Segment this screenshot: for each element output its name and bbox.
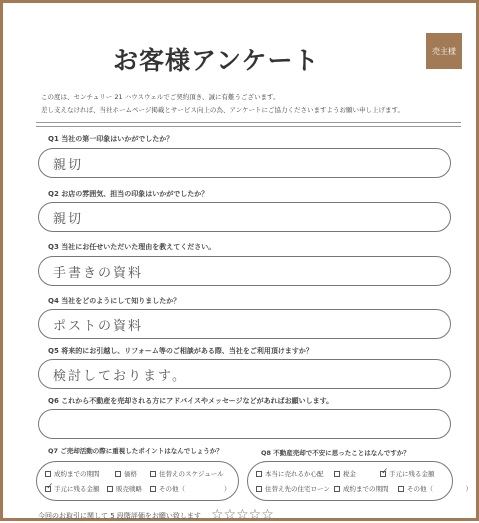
q8-option[interactable] — [256, 469, 324, 478]
q7-option[interactable] — [115, 469, 137, 478]
divider — [36, 122, 461, 127]
answer-box-6 — [38, 409, 451, 439]
q8-option-label: 税金 — [343, 470, 356, 478]
answer-box-3 — [38, 256, 451, 286]
q8-option[interactable] — [398, 484, 472, 493]
q7-option-label: 手元に残る金額 — [54, 485, 100, 493]
question-7-label: Q7 ご売却活動の際に重視したポイントはなんでしょうか？ — [48, 447, 223, 455]
checkbox[interactable] — [150, 486, 156, 492]
q7-option-label: 住替えのスケジュール — [159, 470, 224, 478]
checkbox[interactable] — [107, 486, 113, 492]
checkbox[interactable] — [334, 471, 340, 477]
q7-option-label: 販売戦略 — [116, 485, 142, 493]
q7-option[interactable] — [45, 469, 100, 478]
question-5-label: Q5 将来的にお引越し、リフォーム等のご相談がある際、当社をご利用頂けますか？ — [48, 347, 313, 355]
checkbox[interactable] — [45, 471, 51, 477]
q7-option[interactable] — [150, 484, 231, 493]
q7-options-box — [36, 461, 239, 501]
checkbox[interactable] — [256, 471, 262, 477]
question-1-label: Q1 当社の第一印象はいかがでしたか？ — [48, 135, 174, 143]
check-mark-icon: ✓ — [381, 467, 389, 477]
checkbox[interactable] — [115, 471, 121, 477]
answer-box-4 — [38, 309, 451, 339]
checkbox[interactable] — [398, 486, 404, 492]
seller-badge: 売主様 — [426, 33, 462, 69]
answer-box-1 — [38, 148, 451, 178]
answer-box-5 — [38, 359, 451, 389]
checkbox[interactable] — [256, 486, 262, 492]
q8-option[interactable] — [334, 484, 389, 493]
answer-3-text: 手書きの資料 — [53, 266, 144, 281]
q8-option-label: その他（ ） — [407, 485, 472, 493]
checkbox[interactable] — [334, 486, 340, 492]
checkbox-checked[interactable] — [45, 482, 54, 492]
check-mark-icon: ✓ — [46, 482, 54, 492]
q7-option[interactable] — [150, 469, 224, 478]
q7-option-label: 成約までの期間 — [54, 470, 100, 478]
q8-option[interactable] — [380, 469, 435, 478]
star-rating[interactable]: ☆☆☆☆☆ — [211, 507, 274, 523]
q8-option[interactable] — [334, 469, 356, 478]
q8-options-box — [247, 461, 472, 501]
q7-option-label: 価格 — [124, 470, 137, 478]
q7-option[interactable] — [107, 484, 142, 493]
page-title: お客様アンケート — [113, 46, 320, 75]
answer-2-text: 親切 — [53, 212, 84, 227]
q7-option[interactable] — [45, 484, 100, 493]
q8-option-label: 手元に残る金額 — [389, 470, 435, 478]
answer-5-text: 検討しております。 — [53, 369, 187, 384]
question-3-label: Q3 当社にお任せいただいた理由を教えてください。 — [48, 243, 216, 251]
checkbox-checked[interactable] — [380, 467, 389, 477]
checkbox[interactable] — [150, 471, 156, 477]
rating-prompt: 今回のお取引に関して 5 段階評価をお願い致します — [38, 512, 201, 520]
intro-line-2: 差し支えなければ、当社ホームページ掲載とサービス向上の為、アンケートにご協力くださいますようお願い申し上げます。 — [41, 106, 404, 114]
q8-option-label: 本当に売れるか心配 — [265, 470, 324, 478]
question-8-label: Q8 不動産売却で不安に思ったことはなんですか？ — [261, 449, 410, 457]
question-6-label: Q6 これから不動産を売却される方にアドバイスやメッセージなどがあればお願いします。 — [48, 397, 334, 405]
q8-option-label: 成約までの期間 — [343, 485, 389, 493]
question-2-label: Q2 お店の雰囲気、担当の印象はいかがでしたか？ — [48, 190, 209, 198]
intro-line-1: この度は、センチュリー 21 ハウスウェルでご契約頂き、誠に有難うございます。 — [41, 93, 280, 101]
q8-option[interactable] — [256, 484, 330, 493]
q7-option-label: その他（ ） — [159, 485, 231, 493]
answer-4-text: ポストの資料 — [53, 319, 144, 334]
answer-1-text: 親切 — [53, 158, 84, 173]
q8-option-label: 住替え先の住宅ローン — [265, 485, 330, 493]
intro-text — [41, 91, 461, 117]
answer-box-2 — [38, 202, 451, 232]
question-4-label: Q4 当社をどのようにして知りましたか？ — [48, 297, 181, 305]
